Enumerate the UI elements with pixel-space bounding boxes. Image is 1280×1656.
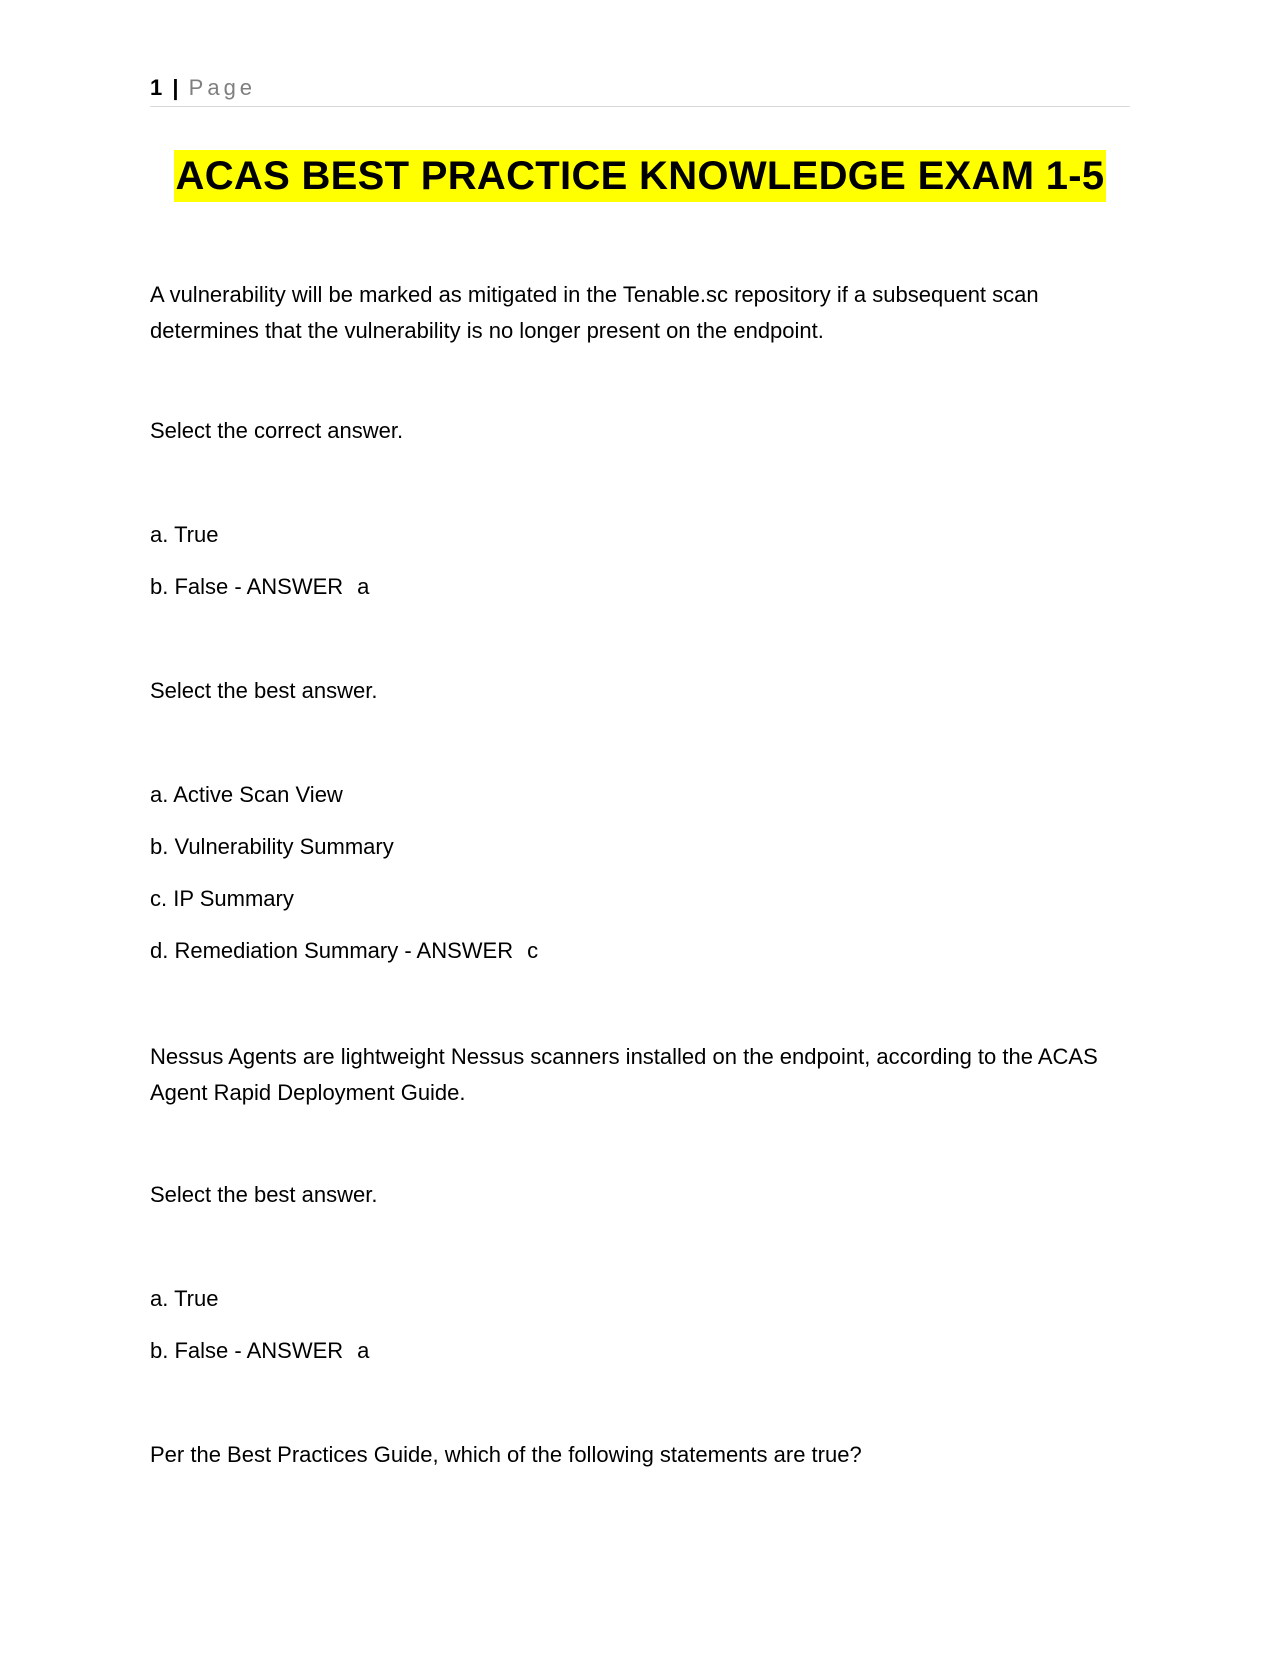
page-label: Page [188,75,257,100]
page-number: 1 [150,75,163,100]
q2-option-d-label: d. Remediation Summary - ANSWER [150,938,514,963]
q1-question: A vulnerability will be marked as mitigated in the Tenable.sc repository if a subsequent scan determines that the vulnerability is no longer present on the endpoint. [150,282,1039,343]
q1-option-b-label: b. False - ANSWER [150,574,344,599]
q2-answer: c [527,938,539,963]
q3-option-a: a. True [150,1286,219,1311]
q2-option-d [150,933,1140,969]
q3-answer: a [357,1338,370,1363]
q2-instruction: Select the best answer. [150,678,378,703]
q3-option-b-label: b. False - ANSWER [150,1338,344,1363]
q2-option-c: c. IP Summary [150,886,294,911]
q1-option-a: a. True [150,522,219,547]
q2-option-a: a. Active Scan View [150,782,343,807]
page-header [150,74,1130,107]
q3-question: Nessus Agents are lightweight Nessus scanners installed on the endpoint, according to the ACAS Agent Rapid Deployment Guide. [150,1044,1098,1105]
document-title: ACAS BEST PRACTICE KNOWLEDGE EXAM 1-5 [174,150,1107,202]
title-container [0,150,1280,202]
q4-question: Per the Best Practices Guide, which of the following statements are true? [150,1442,862,1467]
q2-option-b: b. Vulnerability Summary [150,834,394,859]
q1-option-b [150,569,1140,605]
q3-option-b [150,1333,1140,1369]
q1-answer: a [357,574,370,599]
q1-instruction: Select the correct answer. [150,418,404,443]
q3-instruction: Select the best answer. [150,1182,378,1207]
page-separator: | [172,75,179,100]
